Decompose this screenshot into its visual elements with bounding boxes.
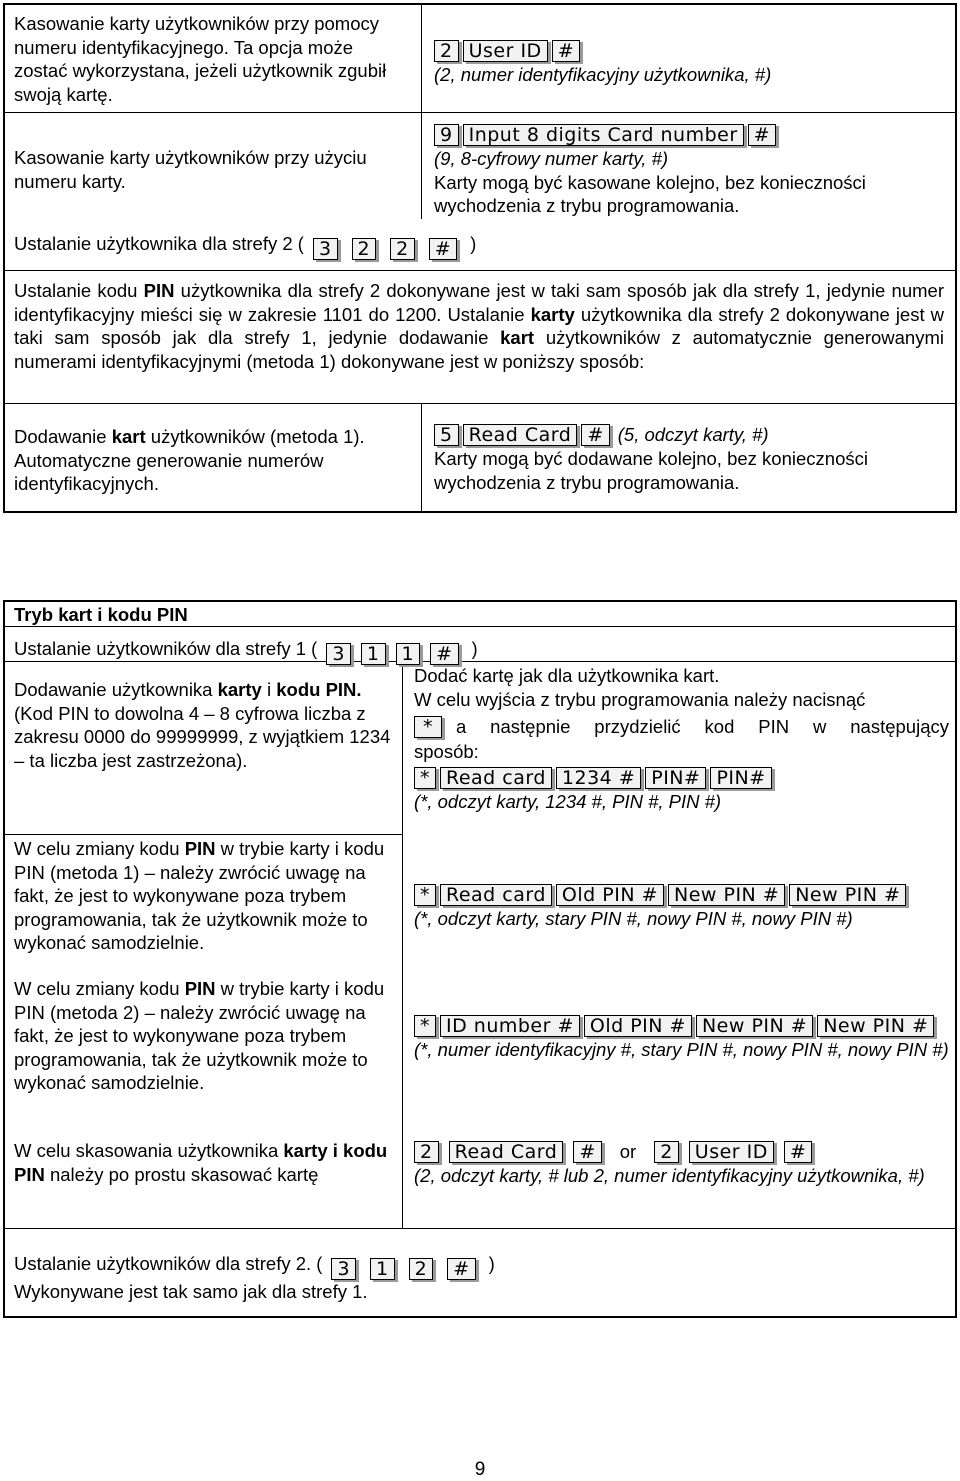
key: # [429,238,457,260]
key-sequence [434,422,949,447]
key-sequence-caption: (9, 8-cyfrowy numer karty, #) [434,148,669,169]
key-sequence [434,38,949,63]
key: 3 [331,1258,356,1280]
key-sequence-caption: (*, odczyt karty, stary PIN #, nowy PIN #, nowy PIN #) [414,908,853,929]
key: User ID [463,40,548,62]
add-card-pin-user-description: Dodawanie użytkownika karty i kodu PIN. (Kod PIN to dowolna 4 – 8 cyfrowa liczba z zakresu 0000 do 99999999, z wyjątkiem 1234 – ta liczba jest zastrzeżona). [14,679,391,771]
key: 1 [370,1258,395,1280]
zone2-label: Ustalanie użytkownika dla strefy 2 [14,233,293,254]
delete-by-id-cell [434,38,949,87]
key-sequence [434,122,949,147]
add-card-pin-user-cell: Dodać kartę jak dla użytkownika kart. W celu wyjścia z trybu programowania należy nacisnąć * a następnie przydzielić kod PIN w następujący sposób: * Read card 1234 # PIN# PIN# (*, odczyt karty, 1234 #, PIN #, PIN #) [414,665,949,812]
key: PIN# [645,767,706,789]
key-sequence [326,643,458,665]
zone-table-1 [3,3,957,513]
key: 2 [654,1141,679,1163]
delete-card-pin-user-description: W celu skasowania użytkownika karty i kodu PIN należy po prostu skasować kartę [14,1140,388,1185]
zone2-explanation: Ustalanie kodu PIN użytkownika dla strefy 2 dokonywane jest w taki sam sposób jak dla strefy 1, jedynie numer identyfikacyjny mieści się w zakresie 1101 do 1200. Ustalanie karty użytkownika dla strefy 2 dokonywane jest w taki sam sposób jak dla strefy 1, jedynie dodawanie kart użytkowników z automatycznie generowanymi numerami identyfikacyjnymi (metoda 1) dokonywane jest w poniższy sposób: [14,280,944,372]
key: * [414,767,436,789]
key: 1234 # [556,767,641,789]
zone2-users-setting: Ustalanie użytkowników dla strefy 2. ( 3 1 2 # ) Wykonywane jest tak samo jak dla strefy 1. [14,1252,949,1304]
note: Karty mogą być kasowane kolejno, bez konieczności wychodzenia z trybu programowania. [434,171,866,216]
key-sequence [414,882,949,907]
key: 3 [313,238,338,260]
key: New PIN # [789,884,906,906]
key: Read Card [463,424,578,446]
key: # [552,40,580,62]
card-pin-mode-table [3,600,957,1318]
key: New PIN # [817,1015,934,1037]
key: Read card [440,767,552,789]
or-separator: or [619,1140,637,1162]
change-pin-method2-cell [414,1013,949,1062]
key-sequence [331,1258,475,1280]
key: 1 [361,643,386,665]
key: # [430,643,458,665]
key: 2 [409,1258,434,1280]
star-key: * [414,716,442,738]
zone2-user-setting: Ustalanie użytkownika dla strefy 2 ( 3 2 2 # ) [14,233,477,260]
key: # [748,124,776,146]
table-title: Tryb kart i kodu PIN [14,604,188,625]
key: User ID [689,1141,774,1163]
key: Old PIN # [556,884,664,906]
key: Read card [440,884,552,906]
key: New PIN # [696,1015,813,1037]
change-pin-method1-description: W celu zmiany kodu PIN w trybie karty i kodu PIN (metoda 1) – należy zwrócić uwagę na fakt, że jest to wykonywane poza trybem programowania, tak że użytkownik może to wykonać samodzielnie. [14,838,385,953]
delete-card-pin-user-cell [414,1139,949,1188]
delete-by-card-description: Kasowanie karty użytkowników przy użyciu numeru karty. [14,147,367,192]
key-sequence-caption: (2, numer identyfikacyjny użytkownika, #) [434,64,772,85]
key: 1 [396,643,421,665]
key: 2 [434,40,459,62]
key: New PIN # [668,884,785,906]
delete-by-card-cell [434,122,949,218]
add-cards-method1-description: Dodawanie kart użytkowników (metoda 1). Automatyczne generowanie numerów identyfikacyjnych. [14,426,365,494]
key-sequence-caption: (5, odczyt karty, #) [617,423,769,445]
change-pin-method1-cell [414,882,949,931]
key-sequence [414,765,949,790]
key: Read Card [449,1141,564,1163]
change-pin-method2-description: W celu zmiany kodu PIN w trybie karty i kodu PIN (metoda 2) – należy zwrócić uwagę na fakt, że jest to wykonywane poza trybem programowania, tak że użytkownik może to wykonać samodzielnie. [14,978,385,1093]
key: # [581,424,609,446]
key-sequence-caption: (*, numer identyfikacyjny #, stary PIN #, nowy PIN #, nowy PIN #) [414,1039,949,1060]
key: 3 [326,643,351,665]
note: Wykonywane jest tak samo jak dla strefy 1. [14,1281,368,1302]
key: Old PIN # [584,1015,692,1037]
key: 2 [352,238,377,260]
key: # [573,1141,601,1163]
zone1-label: Ustalanie użytkowników dla strefy 1 [14,638,307,659]
key: ID number # [440,1015,580,1037]
key: PIN# [710,767,771,789]
key-sequence [313,238,457,260]
key: * [414,1015,436,1037]
key-sequence-caption: (*, odczyt karty, 1234 #, PIN #, PIN #) [414,791,722,812]
key-sequence [414,1013,949,1038]
key-sequence [414,1139,949,1164]
key: Input 8 digits Card number [463,124,744,146]
delete-by-id-description: Kasowanie karty użytkowników przy pomocy numeru identyfikacyjnego. Ta opcja może zostać wykorzystana, jeżeli użytkownik zgubił swoją kartę. [14,13,387,105]
key: # [784,1141,812,1163]
key: 9 [434,124,459,146]
key: 5 [434,424,459,446]
key: * [414,884,436,906]
key: 2 [414,1141,439,1163]
zone2-label: Ustalanie użytkowników dla strefy 2. [14,1253,312,1274]
note: Karty mogą być dodawane kolejno, bez konieczności wychodzenia z trybu programowania. [434,448,868,493]
key: # [447,1258,475,1280]
zone1-user-setting: Ustalanie użytkowników dla strefy 1 ( 3 1 1 # ) [14,638,478,665]
key: 2 [390,238,415,260]
add-cards-method1-cell [434,422,949,494]
key-sequence-caption: (2, odczyt karty, # lub 2, numer identyfikacyjny użytkownika, #) [414,1165,925,1186]
page-number: 9 [474,1459,486,1480]
